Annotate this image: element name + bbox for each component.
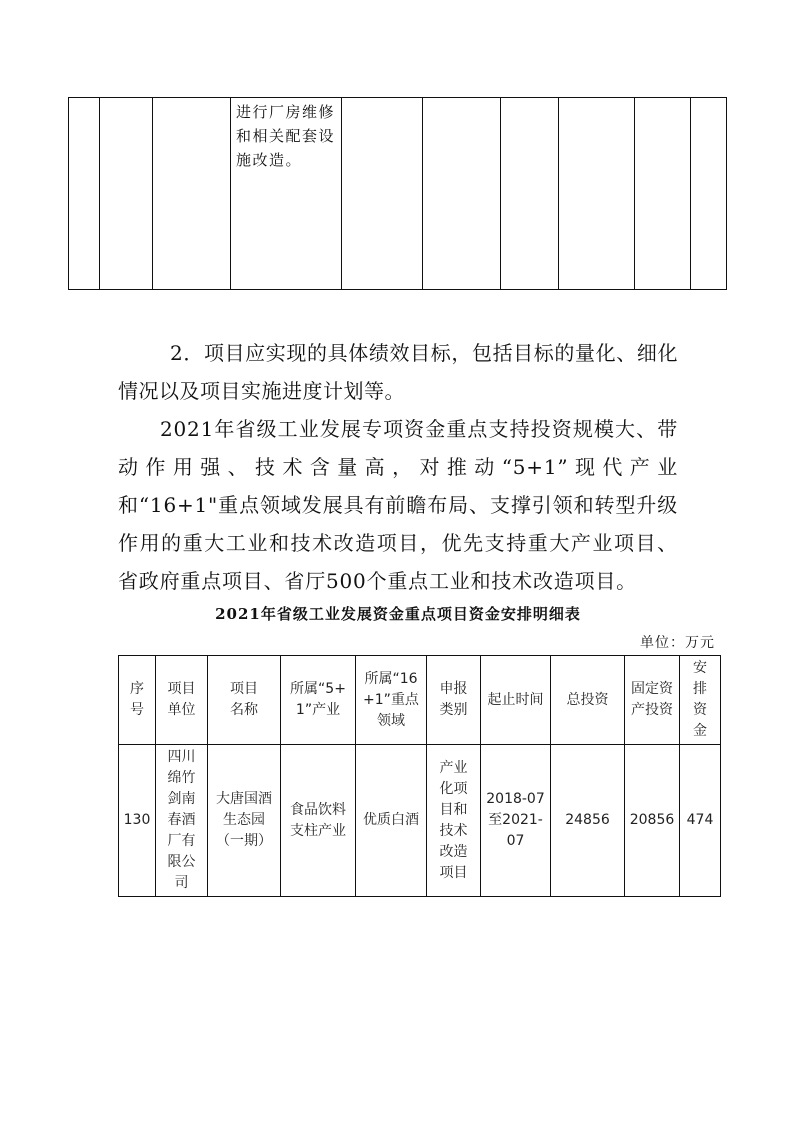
header-seq: 序号 (119, 656, 156, 745)
support-policy-paragraph: 2021年省级工业发展专项资金重点支持投资规模大、带动作用强、技术含量高，对推动“5+1”现代产业和“16+1"重点领域发展具有前瞻布局、支撑引领和转型升级作用的重大工业和技术改造项目，优先支持重大产业项目、省政府重点项目、省厅500个重点工业和技术改造项目。 (118, 417, 678, 593)
header-period: 起止时间 (481, 656, 551, 745)
header-industry: 所属“5+1”产业 (281, 656, 356, 745)
header-key-field: 所属“16+1”重点领域 (356, 656, 427, 745)
unit-label: 单位：万元 (640, 635, 715, 651)
header-fixed-investment: 固定资产投资 (625, 656, 680, 745)
header-company: 项目单位 (156, 656, 208, 745)
construction-note-cell (231, 98, 342, 290)
empty-cell (635, 98, 691, 290)
empty-cell (501, 98, 559, 290)
performance-goal-paragraph: 2．项目应实现的具体绩效目标，包括目标的量化、细化情况以及项目实施进度计划等。 (118, 341, 678, 403)
header-category: 申报类别 (427, 656, 481, 745)
cell-category: 产业化项目和技术改造项目 (427, 745, 481, 897)
empty-cell (69, 98, 100, 290)
cell-seq: 130 (119, 745, 156, 897)
empty-cell (423, 98, 501, 290)
cell-company: 四川绵竹剑南春酒厂有限公司 (156, 745, 208, 897)
construction-note: 进行厂房维修和相关配套设施改造。 (236, 103, 336, 169)
cell-total-investment: 24856 (551, 745, 625, 897)
cell-project-name: 大唐国酒生态园（一期） (208, 745, 281, 897)
empty-cell (153, 98, 231, 290)
cell-period: 2018-07至2021-07 (481, 745, 551, 897)
table-title: 2021年省级工业发展资金重点项目资金安排明细表 (215, 605, 581, 623)
continued-table (68, 97, 727, 290)
cell-key-field: 优质白酒 (356, 745, 427, 897)
empty-cell (100, 98, 153, 290)
cell-fixed-investment: 20856 (625, 745, 680, 897)
empty-cell (559, 98, 635, 290)
table-row (119, 745, 721, 897)
empty-cell (342, 98, 423, 290)
empty-cell (691, 98, 727, 290)
header-project-name: 项目名称 (208, 656, 281, 745)
cell-allocated-funds: 474 (680, 745, 721, 897)
funding-detail-table (118, 655, 721, 897)
header-allocated-funds: 安排资金 (680, 656, 721, 745)
header-total-investment: 总投资 (551, 656, 625, 745)
cell-industry: 食品饮料支柱产业 (281, 745, 356, 897)
table-header-row (119, 656, 721, 745)
